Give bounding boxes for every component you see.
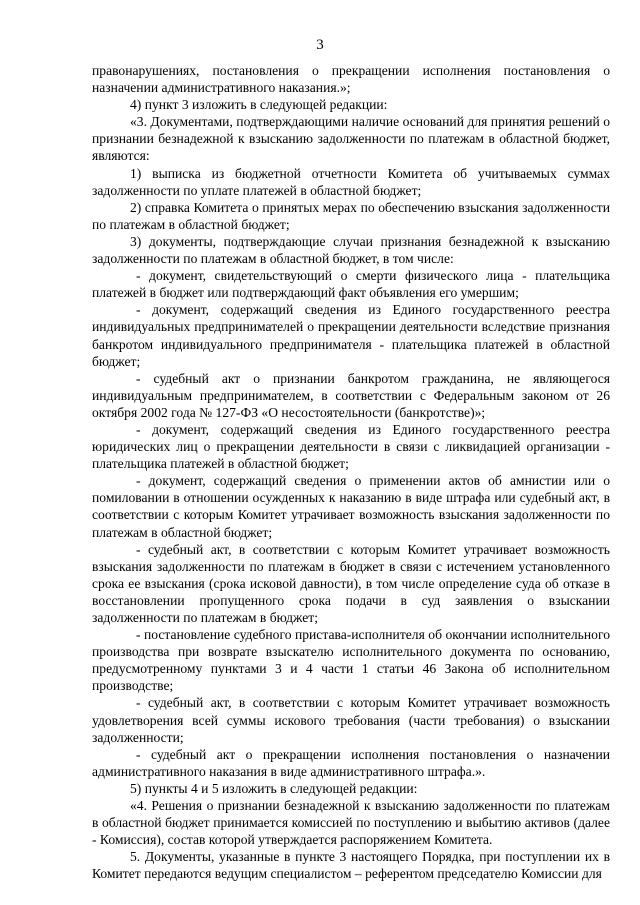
document-body [92,62,610,883]
bullet-item: - судебный акт, в соответствии с которым Комитет утрачивает возможность удовлетворения всей суммы искового требования (части требования) о взыскании задолженности; [92,695,610,745]
bullet-item: - документ, содержащий сведения из Единого государственного реестра индивидуальных предпринимателей о прекращении деятельности вследствие признания банкротом индивидуального предпринимателя - плательщика платежей в областной бюджет; [92,302,610,369]
paragraph-item-4: 4) пункт 3 изложить в следующей редакции: [130,97,388,113]
paragraph-clause-4: «4. Решения о признании безнадежной к взысканию задолженности по платежам в областной бюджет принимается комиссией по поступлению и выбытию активов (далее - Комиссия), состав которой утверждается распоряжением Комитета. [92,798,610,848]
bullet-item: - судебный акт, в соответствии с которым Комитет утрачивает возможность взыскания задолженности по платежам в бюджет в связи с истечением установленного срока ее взыскания (срока исковой давности), в том числе определение суда об отказе в восстановлении пропущенного срока подачи в суд заявления о взыскании задолженности по платежам в бюджет; [92,541,610,625]
paragraph-clause-3: «3. Документами, подтверждающими наличие оснований для принятия решений о признании безнадежной к взысканию задолженности по платежам в областной бюджет, являются: [92,114,610,164]
bullet-item: - документ, свидетельствующий о смерти физического лица - плательщика платежей в бюджет или подтверждающий факт объявления его умершим; [92,268,610,301]
bullet-item: - судебный акт о признании банкротом гражданина, не являющегося индивидуальным предпринимателем, в соответствии с Федеральным законом от 26 октября 2002 года № 127-ФЗ «О несостоятельности (банкротстве)»; [92,370,610,420]
paragraph-continuation: правонарушениях, постановления о прекращении исполнения постановления о назначении административного наказания.»; [92,63,610,96]
page-number: 3 [316,37,324,53]
paragraph-clause-5: 5. Документы, указанные в пункте 3 настоящего Порядка, при поступлении их в Комитет передаются ведущим специалистом – референтом председателю Комиссии для [92,849,610,882]
paragraph-list-2: 2) справка Комитета о принятых мерах по обеспечению взыскания задолженности по платежам в областной бюджет; [92,199,610,232]
paragraph-list-3: 3) документы, подтверждающие случаи признания безнадежной к взысканию задолженности по платежам в областной бюджет, в том числе: [92,233,610,267]
bullet-item: - документ, содержащий сведения о применении актов об амнистии или о помиловании в отношении осужденных к наказанию в виде штрафа или судебный акт, в соответствии с которым Комитет утрачивает возможность взыскания задолженности по платежам в областной бюджет; [92,473,610,540]
bullet-item: - постановление судебного пристава-исполнителя об окончании исполнительного производства при возврате взыскателю исполнительного документа по основанию, предусмотренному пунктами 3 и 4 части 1 статьи 46 Закона об исполнительном производстве; [92,627,610,694]
bullet-item: - документ, содержащий сведения из Единого государственного реестра юридических лиц о прекращении деятельности в связи с ликвидацией организации - плательщика платежей в областной бюджет; [92,421,610,472]
paragraph-list-1: 1) выписка из бюджетной отчетности Комитета об учитываемых суммах задолженности по уплате платежей в областной бюджет; [92,165,610,198]
paragraph-item-5: 5) пункты 4 и 5 изложить в следующей редакции: [130,780,418,796]
bullet-item: - судебный акт о прекращении исполнения постановления о назначении административного наказания в виде административного штрафа.». [92,746,610,779]
